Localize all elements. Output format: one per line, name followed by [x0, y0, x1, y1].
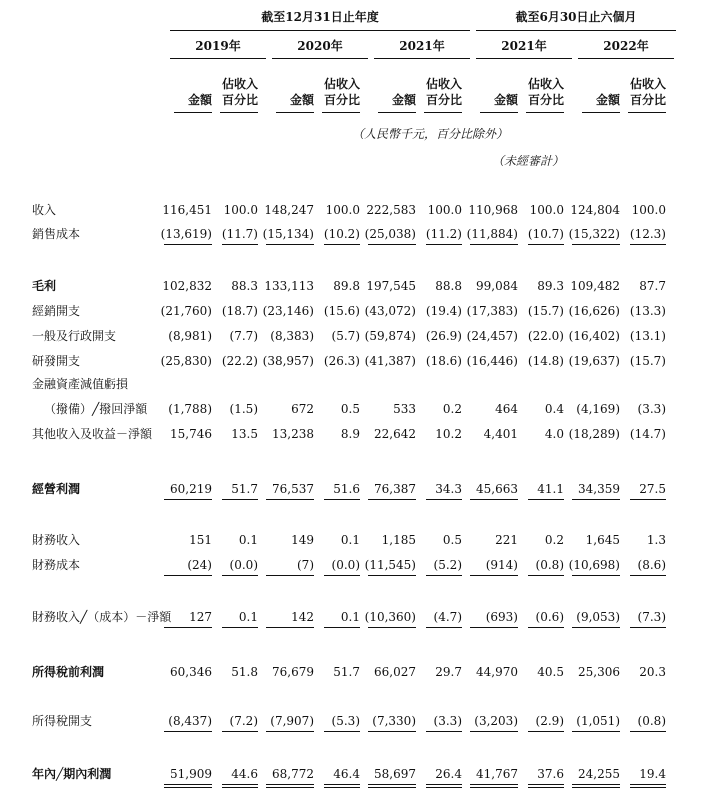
- subtotal-rule: [266, 575, 314, 576]
- table-row: [0, 480, 703, 498]
- total-double-rule: [368, 784, 416, 788]
- amount-cell: 1,645: [585, 533, 620, 547]
- percent-cell: (26.3): [323, 354, 360, 368]
- col-header-amount-text: 金額: [595, 93, 620, 107]
- table-row: [0, 531, 703, 549]
- percent-cell: (10.7): [527, 227, 564, 241]
- amount-cell: (15,322): [568, 227, 620, 241]
- year-header-2020: 2020年: [297, 39, 343, 53]
- subtotal-rule: [222, 575, 258, 576]
- col-header-percent: [316, 76, 360, 108]
- percent-cell: (5.2): [433, 558, 462, 572]
- amount-cell: (25,830): [160, 354, 212, 368]
- subtotal-rule: [572, 575, 620, 576]
- col-header-amount-rule: [276, 112, 314, 113]
- subtotal-rule: [528, 244, 564, 245]
- col-header-percent-rule: [322, 112, 360, 113]
- percent-cell: (2.9): [535, 714, 564, 728]
- subtotal-rule: [572, 627, 620, 628]
- percent-cell: 88.8: [435, 279, 462, 293]
- subtotal-rule: [222, 499, 258, 500]
- amount-cell: (1,788): [168, 402, 212, 416]
- table-row: [0, 201, 703, 219]
- unit-note: （人民幣千元，百分比除外）: [352, 127, 509, 141]
- row-label: 財務成本: [32, 558, 81, 572]
- table-row: [0, 425, 703, 443]
- percent-cell: 0.2: [442, 402, 462, 416]
- amount-cell: 124,804: [570, 203, 620, 217]
- percent-cell: 26.4: [435, 767, 462, 781]
- total-double-rule: [324, 784, 360, 788]
- percent-cell: 44.6: [231, 767, 258, 781]
- subtotal-rule: [324, 575, 360, 576]
- percent-cell: (19.4): [425, 304, 462, 318]
- col-header-percent-line2: 百分比: [425, 93, 462, 107]
- percent-cell: 0.4: [544, 402, 564, 416]
- year-rule-2022-interim: [578, 58, 674, 59]
- amount-cell: 25,306: [578, 665, 620, 679]
- percent-cell: (18.7): [221, 304, 258, 318]
- header-annual-rule: [170, 30, 470, 31]
- col-header-amount: [376, 92, 416, 108]
- row-label: 經銷開支: [32, 304, 81, 318]
- table-row: [0, 400, 703, 418]
- subtotal-rule: [222, 731, 258, 732]
- subtotal-rule: [266, 499, 314, 500]
- subtotal-rule: [572, 499, 620, 500]
- table-row: [0, 225, 703, 243]
- amount-cell: (1,051): [576, 714, 620, 728]
- amount-cell: (25,038): [364, 227, 416, 241]
- subtotal-rule: [426, 731, 462, 732]
- amount-cell: 197,545: [366, 279, 416, 293]
- table-row: [0, 352, 703, 370]
- col-header-percent-line2: 百分比: [629, 93, 666, 107]
- header-annual-period: 截至12月31日止年度: [261, 10, 379, 24]
- amount-cell: 34,359: [578, 482, 620, 496]
- amount-cell: (43,072): [364, 304, 416, 318]
- subtotal-rule: [368, 627, 416, 628]
- amount-cell: (8,437): [168, 714, 212, 728]
- percent-cell: (13.1): [629, 329, 666, 343]
- percent-cell: 0.1: [340, 533, 360, 547]
- subtotal-rule: [630, 244, 666, 245]
- table-row: [0, 765, 703, 783]
- header-interim-rule: [476, 30, 676, 31]
- percent-cell: 100.0: [529, 203, 564, 217]
- amount-cell: (11,545): [364, 558, 416, 572]
- subtotal-rule: [630, 499, 666, 500]
- percent-cell: (7.2): [229, 714, 258, 728]
- row-label: 財務收入: [32, 533, 81, 547]
- percent-cell: 51.7: [333, 665, 360, 679]
- percent-cell: 0.1: [340, 610, 360, 624]
- subtotal-rule: [164, 499, 212, 500]
- percent-cell: (5.3): [331, 714, 360, 728]
- amount-cell: (914): [485, 558, 518, 572]
- amount-cell: 102,832: [162, 279, 212, 293]
- col-header-amount-text: 金額: [493, 93, 518, 107]
- percent-cell: (0.0): [331, 558, 360, 572]
- amount-cell: 672: [291, 402, 314, 416]
- amount-cell: (24): [187, 558, 212, 572]
- amount-cell: 133,113: [264, 279, 314, 293]
- subtotal-rule: [470, 499, 518, 500]
- amount-cell: 76,679: [272, 665, 314, 679]
- col-header-percent-line1: 佔收入: [629, 77, 666, 91]
- percent-cell: 51.8: [231, 665, 258, 679]
- percent-cell: 89.3: [537, 279, 564, 293]
- table-row: [0, 712, 703, 730]
- amount-cell: 45,663: [476, 482, 518, 496]
- amount-cell: 76,387: [374, 482, 416, 496]
- subtotal-rule: [470, 627, 518, 628]
- percent-cell: (14.7): [629, 427, 666, 441]
- percent-cell: (15.7): [527, 304, 564, 318]
- amount-cell: (9,053): [576, 610, 620, 624]
- amount-cell: 149: [291, 533, 314, 547]
- year-header-2021: 2021年: [399, 39, 445, 53]
- percent-cell: (12.3): [629, 227, 666, 241]
- percent-cell: (13.3): [629, 304, 666, 318]
- col-header-percent-rule: [220, 112, 258, 113]
- percent-cell: (0.8): [637, 714, 666, 728]
- row-label: 金融資產減值虧損: [32, 377, 129, 391]
- col-header-amount: [172, 92, 212, 108]
- col-header-amount-text: 金額: [187, 93, 212, 107]
- percent-cell: (3.3): [637, 402, 666, 416]
- amount-cell: (693): [485, 610, 518, 624]
- col-header-amount: [580, 92, 620, 108]
- percent-cell: 87.7: [639, 279, 666, 293]
- total-double-rule: [630, 784, 666, 788]
- row-label: 財務收入╱（成本）－淨額: [32, 610, 172, 624]
- subtotal-rule: [528, 575, 564, 576]
- subtotal-rule: [528, 731, 564, 732]
- percent-cell: 46.4: [333, 767, 360, 781]
- percent-cell: (0.0): [229, 558, 258, 572]
- amount-cell: 68,772: [272, 767, 314, 781]
- row-label: 年內╱期內利潤: [32, 767, 112, 781]
- amount-cell: (16,446): [466, 354, 518, 368]
- subtotal-rule: [266, 627, 314, 628]
- total-double-rule: [222, 784, 258, 788]
- total-double-rule: [266, 784, 314, 788]
- amount-cell: 58,697: [374, 767, 416, 781]
- percent-cell: (3.3): [433, 714, 462, 728]
- subtotal-rule: [266, 731, 314, 732]
- amount-cell: 60,346: [170, 665, 212, 679]
- amount-cell: (7,907): [270, 714, 314, 728]
- subtotal-rule: [528, 499, 564, 500]
- percent-cell: 88.3: [231, 279, 258, 293]
- row-label: 銷售成本: [32, 227, 81, 241]
- total-double-rule: [528, 784, 564, 788]
- row-label: 其他收入及收益－淨額: [32, 427, 153, 441]
- percent-cell: (11.2): [425, 227, 462, 241]
- table-row: [0, 556, 703, 574]
- amount-cell: (59,874): [364, 329, 416, 343]
- amount-cell: (17,383): [466, 304, 518, 318]
- year-rule-2019: [170, 58, 266, 59]
- percent-cell: (15.7): [629, 354, 666, 368]
- amount-cell: 4,401: [483, 427, 518, 441]
- subtotal-rule: [222, 627, 258, 628]
- percent-cell: 0.1: [238, 610, 258, 624]
- unaudited-note: （未經審計）: [492, 154, 565, 168]
- col-header-percent-line2: 百分比: [323, 93, 360, 107]
- amount-cell: 151: [189, 533, 212, 547]
- amount-cell: (11,884): [466, 227, 518, 241]
- subtotal-rule: [222, 244, 258, 245]
- percent-cell: (0.8): [535, 558, 564, 572]
- subtotal-rule: [572, 731, 620, 732]
- percent-cell: (7.3): [637, 610, 666, 624]
- amount-cell: (10,698): [568, 558, 620, 572]
- amount-cell: (8,383): [270, 329, 314, 343]
- total-double-rule: [572, 784, 620, 788]
- year-rule-2020: [272, 58, 368, 59]
- year-header-2022-interim: 2022年: [603, 39, 649, 53]
- percent-cell: 19.4: [639, 767, 666, 781]
- amount-cell: 222,583: [366, 203, 416, 217]
- percent-cell: (0.6): [535, 610, 564, 624]
- col-header-percent: [622, 76, 666, 108]
- amount-cell: (8,981): [168, 329, 212, 343]
- amount-cell: (7,330): [372, 714, 416, 728]
- percent-cell: (5.7): [331, 329, 360, 343]
- subtotal-rule: [426, 244, 462, 245]
- col-header-amount-rule: [378, 112, 416, 113]
- col-header-amount: [274, 92, 314, 108]
- total-double-rule: [426, 784, 462, 788]
- subtotal-rule: [528, 627, 564, 628]
- subtotal-rule: [164, 244, 212, 245]
- percent-cell: 0.1: [238, 533, 258, 547]
- subtotal-rule: [630, 731, 666, 732]
- subtotal-rule: [368, 499, 416, 500]
- percent-cell: (26.9): [425, 329, 462, 343]
- percent-cell: 51.7: [231, 482, 258, 496]
- amount-cell: 109,482: [570, 279, 620, 293]
- amount-cell: 464: [495, 402, 518, 416]
- percent-cell: (4.7): [433, 610, 462, 624]
- amount-cell: 13,238: [272, 427, 314, 441]
- row-label: 毛利: [32, 279, 57, 293]
- percent-cell: 4.0: [544, 427, 564, 441]
- percent-cell: 0.5: [442, 533, 462, 547]
- row-label: 收入: [32, 203, 57, 217]
- col-header-percent-line1: 佔收入: [323, 77, 360, 91]
- table-row: [0, 663, 703, 681]
- amount-cell: 99,084: [476, 279, 518, 293]
- subtotal-rule: [426, 499, 462, 500]
- amount-cell: (16,402): [568, 329, 620, 343]
- percent-cell: 40.5: [537, 665, 564, 679]
- percent-cell: (7.7): [229, 329, 258, 343]
- amount-cell: (7): [297, 558, 314, 572]
- row-label: 所得稅前利潤: [32, 665, 105, 679]
- amount-cell: (38,957): [262, 354, 314, 368]
- amount-cell: (18,289): [568, 427, 620, 441]
- total-double-rule: [470, 784, 518, 788]
- amount-cell: (23,146): [262, 304, 314, 318]
- col-header-percent: [520, 76, 564, 108]
- col-header-percent-rule: [424, 112, 462, 113]
- percent-cell: 37.6: [537, 767, 564, 781]
- subtotal-rule: [324, 499, 360, 500]
- amount-cell: 24,255: [578, 767, 620, 781]
- subtotal-rule: [368, 575, 416, 576]
- col-header-amount: [478, 92, 518, 108]
- row-label: 一般及行政開支: [32, 329, 117, 343]
- col-header-percent-line1: 佔收入: [425, 77, 462, 91]
- year-rule-2021-interim: [476, 58, 572, 59]
- table-row: [0, 277, 703, 295]
- percent-cell: 0.2: [544, 533, 564, 547]
- amount-cell: 76,537: [272, 482, 314, 496]
- percent-cell: (11.7): [221, 227, 258, 241]
- percent-cell: 89.8: [333, 279, 360, 293]
- percent-cell: (22.2): [221, 354, 258, 368]
- subtotal-rule: [426, 575, 462, 576]
- amount-cell: (13,619): [160, 227, 212, 241]
- col-header-amount-text: 金額: [289, 93, 314, 107]
- percent-cell: (22.0): [527, 329, 564, 343]
- row-label: 經營利潤: [32, 482, 81, 496]
- percent-cell: 34.3: [435, 482, 462, 496]
- amount-cell: 15,746: [170, 427, 212, 441]
- percent-cell: (1.5): [229, 402, 258, 416]
- amount-cell: (16,626): [568, 304, 620, 318]
- year-header-2019: 2019年: [195, 39, 241, 53]
- percent-cell: 100.0: [427, 203, 462, 217]
- col-header-percent: [418, 76, 462, 108]
- percent-cell: 0.5: [340, 402, 360, 416]
- row-label: （撥備）╱撥回淨額: [44, 402, 148, 416]
- row-label: 所得稅開支: [32, 714, 93, 728]
- percent-cell: 100.0: [325, 203, 360, 217]
- col-header-amount-rule: [480, 112, 518, 113]
- col-header-amount-rule: [174, 112, 212, 113]
- col-header-percent-rule: [628, 112, 666, 113]
- col-header-percent: [214, 76, 258, 108]
- amount-cell: 127: [189, 610, 212, 624]
- subtotal-rule: [470, 244, 518, 245]
- amount-cell: 110,968: [468, 203, 518, 217]
- subtotal-rule: [324, 627, 360, 628]
- subtotal-rule: [324, 244, 360, 245]
- table-row: [0, 327, 703, 345]
- year-rule-2021: [374, 58, 470, 59]
- percent-cell: 8.9: [340, 427, 360, 441]
- percent-cell: (15.6): [323, 304, 360, 318]
- subtotal-rule: [266, 244, 314, 245]
- col-header-percent-line1: 佔收入: [221, 77, 258, 91]
- percent-cell: (18.6): [425, 354, 462, 368]
- amount-cell: 116,451: [162, 203, 212, 217]
- percent-cell: 41.1: [537, 482, 564, 496]
- amount-cell: 148,247: [264, 203, 314, 217]
- subtotal-rule: [164, 627, 212, 628]
- percent-cell: 29.7: [435, 665, 462, 679]
- percent-cell: (14.8): [527, 354, 564, 368]
- amount-cell: (19,637): [568, 354, 620, 368]
- col-header-percent-rule: [526, 112, 564, 113]
- row-label: 研發開支: [32, 354, 81, 368]
- amount-cell: (3,203): [474, 714, 518, 728]
- subtotal-rule: [630, 575, 666, 576]
- amount-cell: 221: [495, 533, 518, 547]
- percent-cell: 100.0: [223, 203, 258, 217]
- col-header-amount-rule: [582, 112, 620, 113]
- percent-cell: 100.0: [631, 203, 666, 217]
- amount-cell: 60,219: [170, 482, 212, 496]
- subtotal-rule: [426, 627, 462, 628]
- amount-cell: 44,970: [476, 665, 518, 679]
- percent-cell: (10.2): [323, 227, 360, 241]
- amount-cell: 142: [291, 610, 314, 624]
- amount-cell: 41,767: [476, 767, 518, 781]
- table-row: [0, 375, 703, 393]
- amount-cell: (41,387): [364, 354, 416, 368]
- header-interim-period: 截至6月30日止六個月: [515, 10, 637, 24]
- amount-cell: 22,642: [374, 427, 416, 441]
- amount-cell: 66,027: [374, 665, 416, 679]
- col-header-amount-text: 金額: [391, 93, 416, 107]
- amount-cell: 51,909: [170, 767, 212, 781]
- subtotal-rule: [572, 244, 620, 245]
- subtotal-rule: [324, 731, 360, 732]
- amount-cell: (15,134): [262, 227, 314, 241]
- amount-cell: (21,760): [160, 304, 212, 318]
- year-header-2021-interim: 2021年: [501, 39, 547, 53]
- col-header-percent-line1: 佔收入: [527, 77, 564, 91]
- total-double-rule: [164, 784, 212, 788]
- col-header-percent-line2: 百分比: [527, 93, 564, 107]
- subtotal-rule: [164, 731, 212, 732]
- table-row: [0, 608, 703, 626]
- amount-cell: (4,169): [576, 402, 620, 416]
- percent-cell: 27.5: [639, 482, 666, 496]
- amount-cell: (10,360): [364, 610, 416, 624]
- amount-cell: 1,185: [381, 533, 416, 547]
- subtotal-rule: [470, 575, 518, 576]
- percent-cell: 13.5: [231, 427, 258, 441]
- percent-cell: 1.3: [646, 533, 666, 547]
- percent-cell: (8.6): [637, 558, 666, 572]
- subtotal-rule: [164, 575, 212, 576]
- subtotal-rule: [470, 731, 518, 732]
- amount-cell: 533: [393, 402, 416, 416]
- subtotal-rule: [368, 244, 416, 245]
- percent-cell: 10.2: [435, 427, 462, 441]
- col-header-percent-line2: 百分比: [221, 93, 258, 107]
- percent-cell: 51.6: [333, 482, 360, 496]
- amount-cell: (24,457): [466, 329, 518, 343]
- subtotal-rule: [630, 627, 666, 628]
- subtotal-rule: [368, 731, 416, 732]
- table-row: [0, 302, 703, 320]
- percent-cell: 20.3: [639, 665, 666, 679]
